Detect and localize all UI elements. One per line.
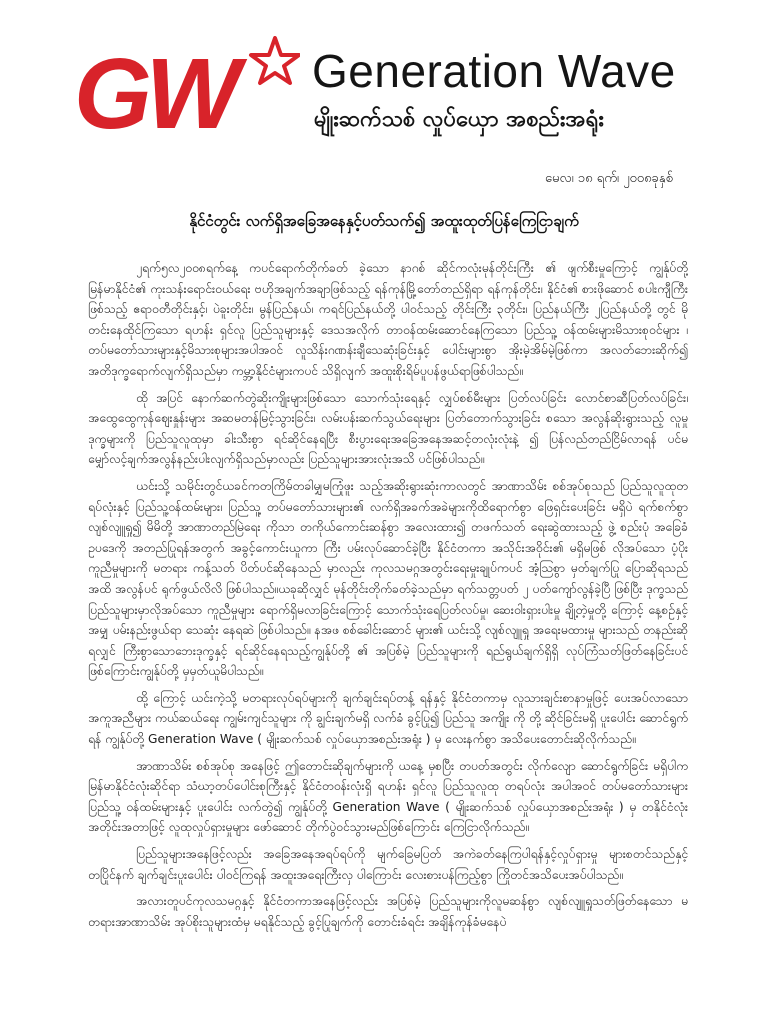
paragraph: ထို အပြင် နောက်ဆက်တွဲဆိုးကျိုးများဖြစ်သော သောက်သုံးရေနှင့် လျှပ်စစ်မီးများ ပြတ်လပ်ခြင်း လောင်စာဆီပြတ်လပ်ခြင်း၊ အထွေထွေကုန်ဈေးနှုန်းများ အဆမတန်မြင့်သွားခြင်း၊ လမ်းပန်းဆက်သွယ်ရေးများ ပြတ်တောက်သွားခြင်း စသော အလွန်ဆိုးရွားသည့် လူမှုဒုက္ခများကို ပြည်သူလူထုမှာ ခါးသီးစွာ ရင်ဆိုင်နေရပြီး စီးပွားရေးအခြေအနေအဆင့်တလုံးလုံးနဲ့ ၍ ပြန်လည်တည်ငြိမ်လာရန် ပင်မမျှော်လင့်ချက်အလွန်နည်းပါးလျက်ရှိသည်မှာလည်း ပြည်သူများအားလုံးအသိ ပင်ဖြစ်ပါသည်။ [88, 390, 688, 467]
organization-name: Generation Wave [312, 45, 676, 97]
paragraph: ထို့ ကြောင့် ယင်းကဲ့သို့ မတရားလုပ်ရပ်များကို ချက်ချင်းရပ်တန့် ရန်နှင့် နိုင်ငံတကာမှ လူသားချင်းစာနာမှုဖြင့် ပေးအပ်လာသော အကူအညီများ ကယ်ဆယ်ရေး ကျွမ်းကျင်သူများ ကို ချွင်းချက်မရှိ လက်ခံ ခွင့်ပြု၍ ပြည်သူ အကျိုး ကို တို့ ဆိုင်ခြင်းမရှိ ပူးပေါင်း ဆောင်ရွက်ရန် ကျွန်ုပ်တို့ Generation Wave ( မျိုးဆက်သစ် လှုပ်ယှောအစည်းအရုံး ) မှ လေးနက်စွာ အသိပေးတောင်းဆိုလိုက်သည်။ [88, 690, 688, 747]
document-date: မေလ၊ ၁၈ ရက်၊ ၂၀၀၈ခုနှစ် [545, 171, 673, 186]
paragraph: ယင်းသို့ သမိုင်းတွင်ယခင်ကတကြိမ်တခါမျှမကြုံဖူး သည့်အဆိုးရွားဆုံးကာလတွင် အာဏာသိမ်း စစ်အုပ်စုသည် ပြည်သူလူထုတရပ်လုံးနှင့် ပြည်သူ့ဝန်ထမ်းများ၊ ပြည်သူ့ တပ်မတော်သားများ၏ လက်ရှိအခက်အခဲများကိုထိရောက်စွာ ဖြေရှင်းပေးခြင်း မရှိပဲ ရက်စက်စွာ လျစ်လျူရှု၍ မိမိတို့ အာဏာတည်မြဲရေး ကိုသာ တကိုယ်ကောင်းဆန်စွာ အလေးထား၍ တဖက်သတ် ရေးဆွဲထားသည့် ဖွဲ့ စည်းပုံ အခြေခံဥပဒေကို အတည်ပြုရန်အတွက် အခွင့်ကောင်းယူကာ ကြီး ပမ်းလုပ်ဆောင်ခဲ့ပြီး နိုင်ငံတကာ အသိုင်းအဝိုင်း၏ မရှိမဖြစ် လိုအပ်သော ပံ့ပိုးကူညီမှုများကို မတရား ကန့်သတ် ပိတ်ပင်ဆိုနေသည် မှာလည်း ကုလသမဂ္ဂအတွင်းရေးမှုးချုပ်ကပင် အံ့သြစွာ မှတ်ချက်ပြု ပြောဆိုရသည်အထိ အလွန်ပင် ရုက်ဖွယ်လိလိ ဖြစ်ပါသည်။ယခုဆိုလျှင် မုန်တိုင်းတိုက်ခတ်ခဲ့သည်မှာ ရက်သတ္တပတ် ၂ ပတ်ကျော်လွန်ခဲ့ပြီ ဖြစ်ပြီး ဒုက္ခသည်ပြည်သူများမှာလိုအပ်သော ကူညီမှုများ ရောက်ရှိမလာခြင်းကြောင့် သောက်သုံးရေပြတ်လပ်မှု၊ ဆေးဝါးရှားပါးမှု ချို့တဲ့မှုတို့ ကြောင့် နေ့စဉ်နှင့်အမျှ ပမ်းနည်းဖွယ်ရာ သေဆုံး နေရဆဲ ဖြစ်ပါသည်။ နအဖ စစ်ခေါင်းဆောင် များ၏ ယင်းသို့ လျစ်လျူရှု အရေးမထားမှု များသည် တနည်းဆိုရလျှင် ကြီးစွာသောဘေးဒုက္ခနှင့် ရင်ဆိုင်နေရသည့်ကျွန်ုပ်တို့ ၏ အပြစ်မဲ့ ပြည်သူများကို ရည်ရွယ်ချက်ရှိရှိ လုပ်ကြံသတ်ဖြတ်နေခြင်းပင်ဖြစ်ကြောင်းကျွန်ုပ်တို့ မှမှတ်ယူမိပါသည်။ [88, 478, 688, 679]
svg-text:GW: GW [74, 38, 235, 146]
organization-subtitle: မျိုးဆက်သစ် လှုပ်ယှော အစည်းအရုံး [314, 107, 604, 132]
letterhead [70, 28, 710, 146]
document-title: နိုင်ငံတွင်း လက်ရှိအခြေအနေနှင့်ပတ်သက်၍ အထူးထုတ်ပြန်ကြေငြာချက် [189, 212, 579, 230]
star-icon [251, 38, 299, 83]
paragraph: အလားတူပင်ကုလသမဂ္ဂနှင့် နိုင်ငံတကာအနေဖြင့်လည်း အပြစ်မဲ့ ပြည်သူများကိုလူမဆန်စွာ လျစ်လျူရှုသတ်ဖြတ်နေသော မတရားအာဏာသိမ်း အုပ်စိုးသူများထံမှ မရနိုင်သည့် ခွင့်ပြုချက်ကို တောင်းခံရင်း အချိန်ကုန်ခံမနေပဲ [88, 894, 688, 929]
paragraph: အာဏာသိမ်း စစ်အုပ်စု အနေဖြင့် ဤတောင်းဆိုချက်များကို ယနေ့ မှစပြီး တပတ်အတွင်း လိုက်လျော ဆောင်ရွက်ခြင်း မရှိပါက မြန်မာနိုင်ငံလုံးဆိုင်ရာ သံဃာ့တပ်ပေါင်းစုကြီးနှင့် နိုင်ငံတဝန်းလုံးရှိ ရဟန်း ရှင်လူ ပြည်သူလူထု တရပ်လုံး အပါအဝင် တပ်မတော်သားများ ပြည်သူ့ ဝန်ထမ်းများနှင့် ပူးပေါင်း လက်တွဲ၍ ကျွန်ုပ်တို့ Generation Wave ( မျိုးဆက်သစ် လှုပ်ယှောအစည်းအရုံး ) မှ တနိုင်ငံလုံး အတိုင်းအတာဖြင့် လူထုလှုပ်ရှားမှုများ ဖော်ဆောင် တိုက်ပွဲဝင်သွားမည်ဖြစ်ကြောင်း ကြေငြာလိုက်သည်။ [88, 758, 688, 835]
document-body [88, 258, 688, 938]
gw-logo [70, 36, 300, 146]
paragraph: ၂ရက်၅လ၂၀၀၈ရက်နေ့ ကပင်ရောက်တိုက်ခတ် ခဲ့သော နာဂစ် ဆိုင်ကလုံးမုန်တိုင်းကြီး ၏ ဖျက်စီးမှုကြောင့် ကျွန်ုပ်တို့ မြန်မာနိုင်ငံ၏ ကုးသန်းရောင်းဝယ်ရေး ဗဟိုအချက်အချာဖြစ်သည့် ရန်ကုန်မြို့တော်တည်ရှိရာ ရန်ကုန်တိုင်း၊ နိုင်ငံ၏ စားဖိုဆောင် စပါးကျီကြီး ဖြစ်သည့် ဧရာဝတီတိုင်းနှင့်၊ ပဲခူးတိုင်း၊ မွန်ပြည်နယ်၊ ကရင်ပြည်နယ်တို့ ပါဝင်သည့် တိုင်းကြီး ၃တိုင်း၊ ပြည်နယ်ကြီး ၂ပြည်နယ်တို့ တွင် မိုတင်းနေထိုင်ကြသော ရဟန်း ရှင်လူ ပြည်သူများနှင့် ဒေသအလိုက် တာဝန်ထမ်းဆောင်နေကြသော ပြည်သူ့ ဝန်ထမ်းများမိသားစုဝင်များ ၊ တပ်မတော်သားများနှင့်မိသားစုများအပါအဝင် လူသိန်းဂဏန်းချီသေဆုံးခြင်းနှင့် ပေါင်းများစွာ အိုးမဲ့အိမ်မဲ့ဖြစ်ကာ အလတ်ဘေးဆိုက်၍ အတိဒုက္ခရောက်လျက်ရှိသည်မှာ ကမ္ဘာ့နိုင်ငံများကပင် သိရှိလျက် အထူးစိုးရိမ်ပူပန်ဖွယ်ရာဖြစ်ပါသည်။ [88, 261, 688, 378]
paragraph: ပြည်သူများအနေဖြင့်လည်း အခြေအနေအရပ်ရပ်ကို မျက်ခြေမပြတ် အကဲခတ်နေကြပါရန်နှင့်လှုပ်ရှားမှု များစတင်သည်နှင့် တပြိုင်နက် ချက်ချင်းပူးပေါင်း ပါဝင်ကြရန် အထူးအရေးကြီးလှ ပါကြောင်း လေးစားပန်ကြည့်စွာ ကြိုတင်အသိပေးအပ်ပါသည်။ [88, 847, 688, 882]
